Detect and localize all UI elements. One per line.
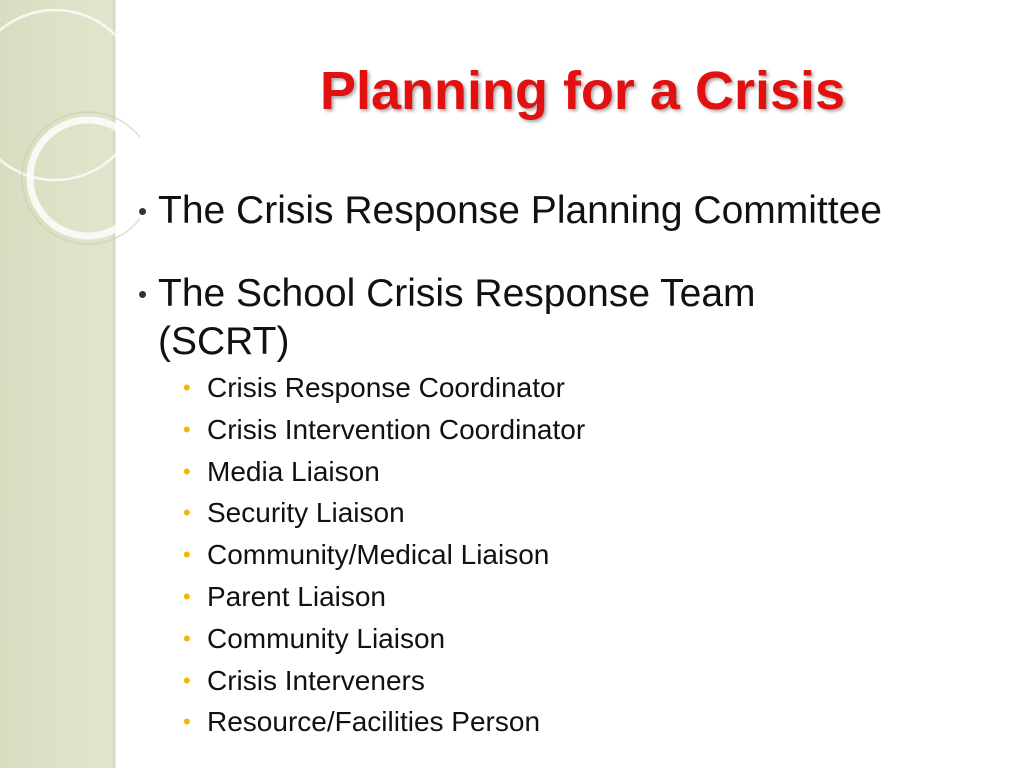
sub-bullet-icon: • — [183, 500, 191, 526]
sub-bullet-icon: • — [183, 709, 191, 735]
sub-bullet-icon: • — [183, 375, 191, 400]
sub-bullet-icon: • — [183, 667, 191, 693]
bullet-dot-icon: • — [138, 196, 148, 226]
list-item: • Community Liaison — [207, 618, 585, 660]
scrt-roles-list — [183, 367, 586, 743]
list-item: • Community/Medical Liaison — [207, 534, 585, 576]
list-item: • Crisis Response Coordinator — [207, 367, 585, 409]
bullet-text: The Crisis Response Planning Committee — [158, 189, 882, 232]
sub-bullet-icon: • — [183, 458, 191, 484]
sub-bullet-icon: • — [183, 583, 191, 609]
bullet-scrt — [138, 270, 756, 366]
list-item: • Crisis Intervention Coordinator — [207, 409, 585, 451]
decorative-rings-icon — [0, 0, 140, 300]
bullet-dot-icon: • — [138, 279, 148, 309]
list-item: • Media Liaison — [207, 451, 585, 493]
bullet-text: The School Crisis Response Team — [158, 272, 756, 315]
slide-title: Planning for a Crisis — [319, 61, 846, 121]
bullet-planning-committee — [138, 187, 882, 235]
sub-bullet-icon: • — [183, 625, 191, 651]
list-item: • Crisis Interveners — [207, 660, 585, 702]
bullet-text-continuation: (SCRT) — [158, 320, 290, 363]
list-item: • Parent Liaison — [207, 576, 585, 618]
list-item: • Resource/Facilities Person — [207, 701, 585, 743]
list-item: • Security Liaison — [207, 492, 585, 534]
sub-bullet-icon: • — [183, 542, 191, 568]
sub-bullet-icon: • — [183, 416, 191, 442]
